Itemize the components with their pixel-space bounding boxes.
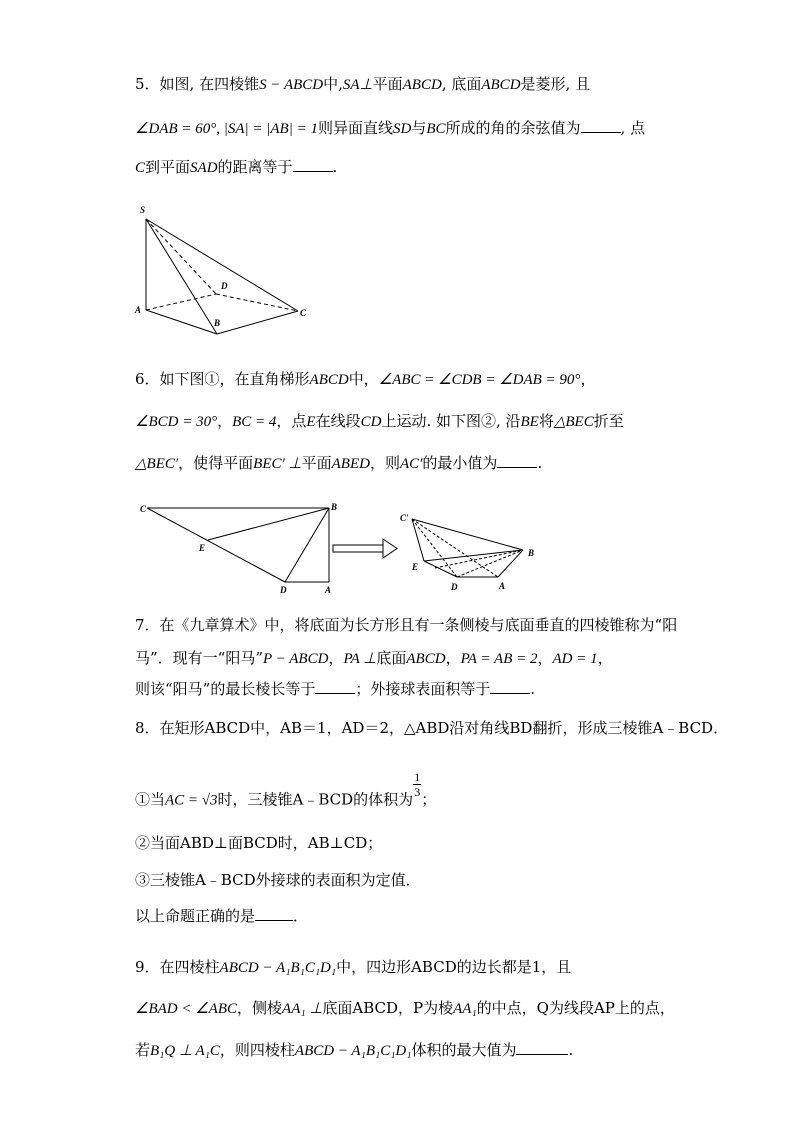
problem-6-line-1: 6．如下图①，在直角梯形ABCD中，∠ABC = ∠CDB = ∠DAB = 90°， xyxy=(135,370,596,388)
answer-blank[interactable] xyxy=(315,679,355,694)
vertex-label-c: C xyxy=(300,308,307,318)
fig1-label-c: C xyxy=(140,504,147,514)
vertex-label-b: B xyxy=(214,318,221,328)
edge-sd xyxy=(146,219,216,294)
problem-7-line-3: 则该“阳马”的最长棱长等于 ；外接球表面积等于 . xyxy=(135,680,536,698)
vertex-label-d: D xyxy=(221,281,228,291)
problem-7-line-2: 马”．现有一“阳马”P − ABCD，PA ⊥底面ABCD，PA = AB = 2，AD = 1， xyxy=(135,649,613,667)
problem-5-line-3: C到平面SAD的距离等于 . xyxy=(135,158,338,176)
fig2-label-e: E xyxy=(412,562,419,572)
vertex-label-a: A xyxy=(135,305,142,315)
pyramid-figure xyxy=(130,200,320,340)
problem-5-line-2: ∠DAB = 60°, |SA| = |AB| = 1则异面直线SD与BC所成的角的余弦值为 , 点 xyxy=(135,119,646,137)
problem-8-conclusion: 以上命题正确的是 ． xyxy=(135,907,309,925)
answer-blank[interactable] xyxy=(490,679,530,694)
edge-sb xyxy=(146,219,217,334)
answer-blank[interactable] xyxy=(293,157,333,172)
fig2-label-c-prime: C′ xyxy=(400,513,409,523)
fig1-label-d: D xyxy=(280,585,287,595)
fig1-label-a: A xyxy=(325,585,332,595)
problem-8-item-3: ③三棱锥A﹣BCD外接球的表面积为定值． xyxy=(135,871,421,889)
fig2-label-a: A xyxy=(499,581,506,591)
edge-ab xyxy=(146,310,217,334)
fig1-label-b: B xyxy=(331,502,338,512)
problem-9-line-1: 9．在四棱柱ABCD − A₁B₁C₁D₁中，四边形ABCD的边长都是1，且 xyxy=(135,958,572,976)
answer-blank[interactable] xyxy=(516,1040,568,1055)
edge-sc xyxy=(146,219,298,311)
problem-5-line-1: 5．如图, 在四棱锥S − ABCD中,SA⊥平面ABCD, 底面ABCD是菱形, 且 xyxy=(135,75,591,93)
problem-8-line-1: 8．在矩形ABCD中，AB＝1，AD＝2，△ABD沿对角线BD翻折，形成三棱锥A﹣BCD． xyxy=(135,719,729,737)
fig2-label-b: B xyxy=(528,548,535,558)
trapezoid-figures xyxy=(135,498,545,596)
edge-ad xyxy=(146,294,216,310)
answer-blank[interactable] xyxy=(255,906,293,921)
problem-9-line-2: ∠BAD < ∠ABC，侧棱AA₁ ⊥底面ABCD，P为棱AA₁的中点，Q为线段AP上的点， xyxy=(135,999,675,1017)
edge-dc xyxy=(216,294,298,311)
fig2-label-d: D xyxy=(451,582,458,592)
fig1-label-e: E xyxy=(199,543,206,553)
problem-6-line-2: ∠BCD = 30°，BC = 4，点E在线段CD上运动. 如下图②, 沿BE将△BEC折至 xyxy=(135,412,624,430)
problem-6-line-3: △BEC′，使得平面BEC′ ⊥平面ABED，则AC′的最小值为 . xyxy=(135,454,543,472)
edge-bc xyxy=(217,311,298,334)
answer-blank[interactable] xyxy=(497,453,537,468)
problem-8-item-2: ②当面ABD⊥面BCD时，AB⊥CD； xyxy=(135,834,383,852)
answer-blank[interactable] xyxy=(581,118,621,133)
problem-8-item-1: ①当AC = √3时，三棱锥A﹣BCD的体积为 $\frac{1}{3}$ ； xyxy=(135,770,437,809)
fraction-one-third: $\frac{1}{3}$ xyxy=(414,770,421,799)
problem-7-line-1: 7．在《九章算术》中，将底面为长方形且有一条侧棱与底面垂直的四棱锥称为“阳 xyxy=(135,616,678,634)
fold-arrow xyxy=(333,539,397,558)
figure-1-trapezoid xyxy=(147,508,329,582)
vertex-label-s: S xyxy=(140,205,146,215)
figure-2-folded xyxy=(412,519,523,577)
problem-9-line-3: 若B₁Q ⊥ A₁C，则四棱柱ABCD − A₁B₁C₁D₁体积的最大值为 . xyxy=(135,1041,574,1059)
